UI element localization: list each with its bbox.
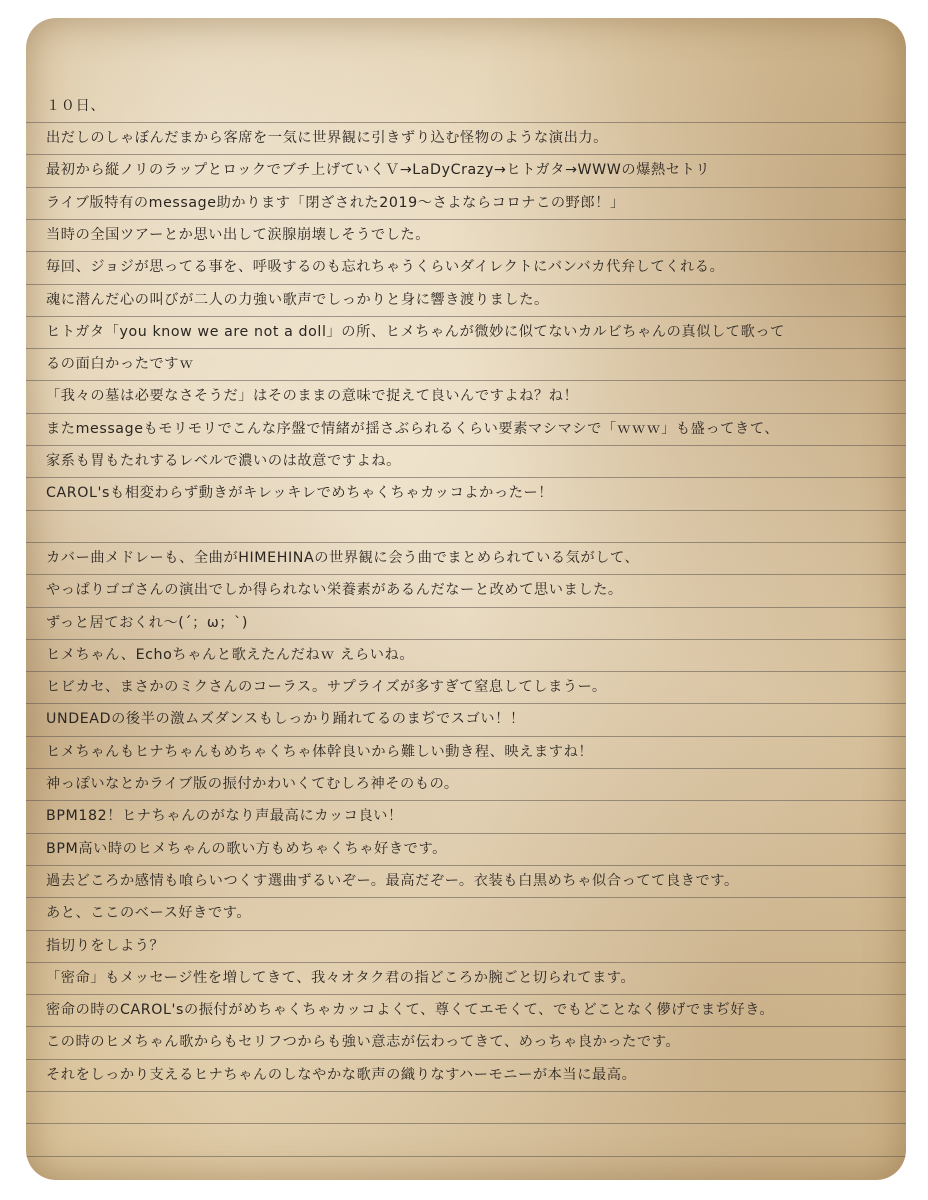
text-line: 毎回、ジョジが思ってる事を、呼吸するのも忘れちゃうくらいダイレクトにバンバカ代弁してくれる。 [46, 259, 725, 276]
text-line: ずっと居ておくれ～(´；ω；`) [46, 614, 248, 631]
text-line: 密命の時のCAROL'sの振付がめちゃくちゃカッコよくて、尊くてエモくて、でもどことなく儚げでまぢ好き。 [46, 1002, 775, 1019]
text-line [46, 510, 896, 542]
text-line: 過去どころか感情も喰らいつくす選曲ずるいぞー。最高だぞー。衣装も白黒めちゃ似合ってて良きです。 [46, 872, 739, 889]
text-line: 出だしのしゃぼんだまから客席を一気に世界観に引きずり込む怪物のような演出力。 [46, 130, 608, 146]
text-line: ヒトガタ「you know we are not a doll」の所、ヒメちゃんが微妙に似てないカルビちゃんの真似して歌って [46, 323, 785, 340]
text-line: 指切りをしよう？ [46, 937, 165, 954]
text-line: この時のヒメちゃん歌からもセリフつからも強い意志が伝わってきて、めっちゃ良かったです。 [46, 1034, 681, 1051]
ruled-line [26, 1123, 906, 1124]
text-line: ライブ版特有のmessage助かります「閉ざされた2019～さよならコロナこの野郎！」 [46, 194, 625, 211]
text-line: あと、ここのベース好きです。 [46, 905, 252, 922]
ruled-line [26, 1156, 906, 1157]
text-line: ヒメちゃんもヒナちゃんもめちゃくちゃ体幹良いから難しい動き程、映えますね！ [46, 743, 594, 760]
text-line: BPM高い時のヒメちゃんの歌い方もめちゃくちゃ好きです。 [46, 840, 447, 857]
text-line: ヒビカセ、まさかのミクさんのコーラス。サプライズが多すぎて窒息してしまうー。 [46, 679, 607, 696]
ruled-line [26, 1091, 906, 1092]
text-line: BPM182！ヒナちゃんのがなり声最高にカッコ良い！ [46, 808, 403, 825]
text-line: 魂に潜んだ心の叫びが二人の力強い歌声でしっかりと身に響き渡りました。 [46, 291, 549, 308]
text-line: 最初から縦ノリのラップとロックでブチ上げていくＶ→LaDyCrazy→ヒトガタ→WWWの爆熱セトリ [46, 162, 711, 179]
text-line: UNDEADの後半の激ムズダンスもしっかり踊れてるのまぢでスゴい！！ [46, 711, 525, 728]
text-line: 「密命」もメッセージ性を増してきて、我々オタク君の指どころか腕ごと切られてます。 [46, 969, 636, 986]
text-line: るの面白かったですｗ [46, 356, 194, 373]
notebook-page [26, 18, 906, 1180]
text-line: 「我々の墓は必要なさそうだ」はそのままの意味で捉えて良いんですよね？ね！ [46, 388, 579, 405]
text-line: やっぱりゴゴさんの演出でしか得られない栄養素があるんだなーと改めて思いました。 [46, 582, 623, 599]
text-line: 当時の全国ツアーとか思い出して涙腺崩壊しそうでした。 [46, 226, 431, 243]
text-line: それをしっかり支えるヒナちゃんのしなやかな歌声の織りなすハーモニーが本当に最高。 [46, 1066, 637, 1083]
text-line: 神っぽいなとかライブ版の振付かわいくてむしろ神そのもの。 [46, 776, 459, 792]
text-line: ヒメちゃん、Echoちゃんと歌えたんだねｗ えらいね。 [46, 646, 415, 663]
text-line: カバー曲メドレーも、全曲がHIMEHINAの世界観に会う曲でまとめられている気がして、 [46, 549, 640, 566]
text-line: CAROL'sも相変わらず動きがキレッキレでめちゃくちゃカッコよかったー！ [46, 485, 554, 502]
text-line: １０日、 [46, 97, 106, 114]
text-line: またmessageもモリモリでこんな序盤で情緒が揺さぶられるくらい要素マシマシで「ｗｗｗ」も盛ってきて、 [46, 420, 780, 437]
text-line: 家系も胃もたれするレベルで濃いのは故意ですよね。 [46, 453, 401, 469]
